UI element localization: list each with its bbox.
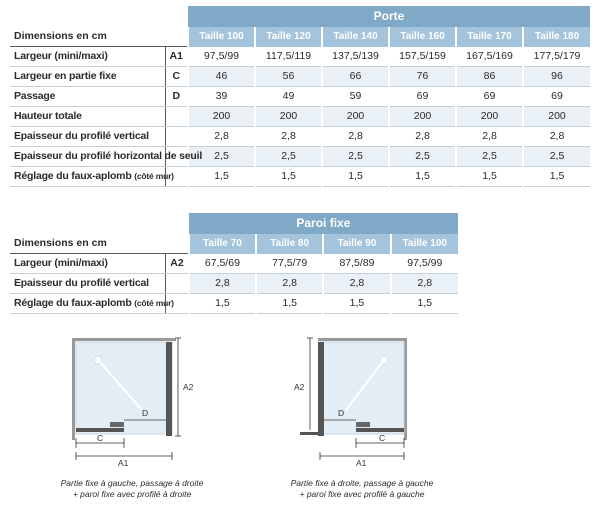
enclosure-diagram-right <box>292 330 432 470</box>
porte-row-code <box>165 107 188 127</box>
paroi-row-label: Réglage du faux-aplomb (côté mur) <box>10 294 166 314</box>
porte-cell: 167,5/169 <box>456 47 523 67</box>
paroi-cell: 2,8 <box>189 274 256 294</box>
porte-size-header-row <box>10 27 590 47</box>
porte-cell: 1,5 <box>188 167 255 187</box>
caption-line: + paroi fixe avec profilé à gauche <box>299 489 425 499</box>
porte-size-header: Taille 100 <box>188 27 255 47</box>
porte-cell: 117,5/119 <box>255 47 322 67</box>
paroi-size-header-row <box>10 234 458 254</box>
a2-label: A2 <box>183 382 194 392</box>
paroi-size-header: Taille 70 <box>189 234 256 254</box>
paroi-dims-label: Dimensions en cm <box>10 234 166 254</box>
porte-row <box>10 67 590 87</box>
paroi-size-header: Taille 80 <box>256 234 323 254</box>
porte-cell: 2,5 <box>456 147 523 167</box>
porte-cell: 2,8 <box>523 127 590 147</box>
paroi-cell: 67,5/69 <box>189 254 256 274</box>
porte-cell: 39 <box>188 87 255 107</box>
porte-cell: 46 <box>188 67 255 87</box>
porte-row-code: C <box>165 67 188 87</box>
porte-cell: 2,8 <box>255 127 322 147</box>
porte-cell: 1,5 <box>389 167 456 187</box>
porte-cell: 49 <box>255 87 322 107</box>
d-label: D <box>338 408 345 418</box>
caption-line: + paroi fixe avec profilé à droite <box>72 489 192 499</box>
porte-row <box>10 167 590 187</box>
paroi-cell: 2,8 <box>391 274 458 294</box>
c-label: C <box>379 433 386 443</box>
porte-row-code <box>165 127 188 147</box>
porte-cell: 157,5/159 <box>389 47 456 67</box>
porte-row <box>10 107 590 127</box>
porte-row-label: Epaisseur du profilé vertical <box>10 127 165 147</box>
porte-cell: 137,5/139 <box>322 47 389 67</box>
porte-cell: 2,5 <box>389 147 456 167</box>
paroi-size-header: Taille 100 <box>391 234 458 254</box>
paroi-row-code: A2 <box>166 254 189 274</box>
porte-row <box>10 127 590 147</box>
paroi-row <box>10 274 458 294</box>
porte-dimensions-table <box>10 6 590 187</box>
porte-row-code: D <box>165 87 188 107</box>
paroi-cell: 1,5 <box>323 294 390 314</box>
porte-cell: 2,5 <box>255 147 322 167</box>
porte-group-header-row <box>10 6 590 27</box>
porte-cell: 2,8 <box>322 127 389 147</box>
paroi-cell: 2,8 <box>323 274 390 294</box>
porte-row-label: Largeur en partie fixe <box>10 67 165 87</box>
porte-size-header: Taille 180 <box>523 27 590 47</box>
porte-cell: 200 <box>322 107 389 127</box>
porte-row-code: A1 <box>165 47 188 67</box>
caption-line: Partie fixe à gauche, passage à droite <box>60 478 204 488</box>
porte-row <box>10 47 590 67</box>
c-label: C <box>97 433 104 443</box>
porte-cell: 56 <box>255 67 322 87</box>
paroi-cell: 97,5/99 <box>391 254 458 274</box>
diagram-right-caption <box>272 478 452 500</box>
paroi-cell: 77,5/79 <box>256 254 323 274</box>
paroi-row <box>10 254 458 274</box>
porte-cell: 200 <box>389 107 456 127</box>
diagram-left-caption <box>42 478 222 500</box>
a1-label: A1 <box>356 458 367 468</box>
porte-cell: 2,5 <box>322 147 389 167</box>
porte-row-label: Réglage du faux-aplomb (côté mur) <box>10 167 165 187</box>
porte-row <box>10 147 590 167</box>
porte-cell: 1,5 <box>322 167 389 187</box>
paroi-row-label: Epaisseur du profilé vertical <box>10 274 166 294</box>
paroi-cell: 1,5 <box>189 294 256 314</box>
porte-cell: 76 <box>389 67 456 87</box>
porte-cell: 69 <box>389 87 456 107</box>
porte-row-label: Largeur (mini/maxi) <box>10 47 165 67</box>
porte-dims-label: Dimensions en cm <box>10 27 165 47</box>
enclosure-diagram-left <box>62 330 202 470</box>
porte-row-label: Hauteur totale <box>10 107 165 127</box>
porte-cell: 200 <box>188 107 255 127</box>
porte-size-header: Taille 170 <box>456 27 523 47</box>
paroi-row-code <box>166 274 189 294</box>
porte-row-label: Passage <box>10 87 165 107</box>
porte-size-header: Taille 160 <box>389 27 456 47</box>
porte-cell: 2,8 <box>389 127 456 147</box>
porte-cell: 97,5/99 <box>188 47 255 67</box>
paroi-fixe-dimensions-table <box>10 213 458 314</box>
d-label: D <box>142 408 149 418</box>
porte-cell: 177,5/179 <box>523 47 590 67</box>
a1-label: A1 <box>118 458 129 468</box>
porte-cell: 2,5 <box>188 147 255 167</box>
porte-cell: 2,5 <box>523 147 590 167</box>
paroi-cell: 87,5/89 <box>323 254 390 274</box>
porte-size-header: Taille 120 <box>255 27 322 47</box>
porte-cell: 69 <box>456 87 523 107</box>
porte-cell: 200 <box>456 107 523 127</box>
porte-cell: 200 <box>523 107 590 127</box>
porte-cell: 69 <box>523 87 590 107</box>
porte-cell: 59 <box>322 87 389 107</box>
porte-cell: 2,8 <box>456 127 523 147</box>
paroi-size-header: Taille 90 <box>323 234 390 254</box>
porte-row <box>10 87 590 107</box>
porte-row-label: Epaisseur du profilé horizontal de seuil <box>10 147 165 167</box>
porte-cell: 86 <box>456 67 523 87</box>
porte-cell: 1,5 <box>255 167 322 187</box>
porte-cell: 1,5 <box>456 167 523 187</box>
paroi-group-label: Paroi fixe <box>189 213 458 234</box>
porte-size-header: Taille 140 <box>322 27 389 47</box>
paroi-row <box>10 294 458 314</box>
porte-cell: 96 <box>523 67 590 87</box>
paroi-row-label: Largeur (mini/maxi) <box>10 254 166 274</box>
paroi-group-header-row <box>10 213 458 234</box>
porte-cell: 1,5 <box>523 167 590 187</box>
porte-group-label: Porte <box>188 6 590 27</box>
a2-label: A2 <box>294 382 305 392</box>
paroi-cell: 1,5 <box>256 294 323 314</box>
porte-cell: 66 <box>322 67 389 87</box>
paroi-cell: 1,5 <box>391 294 458 314</box>
porte-cell: 200 <box>255 107 322 127</box>
porte-cell: 2,8 <box>188 127 255 147</box>
paroi-cell: 2,8 <box>256 274 323 294</box>
caption-line: Partie fixe à droite, passage à gauche <box>290 478 434 488</box>
